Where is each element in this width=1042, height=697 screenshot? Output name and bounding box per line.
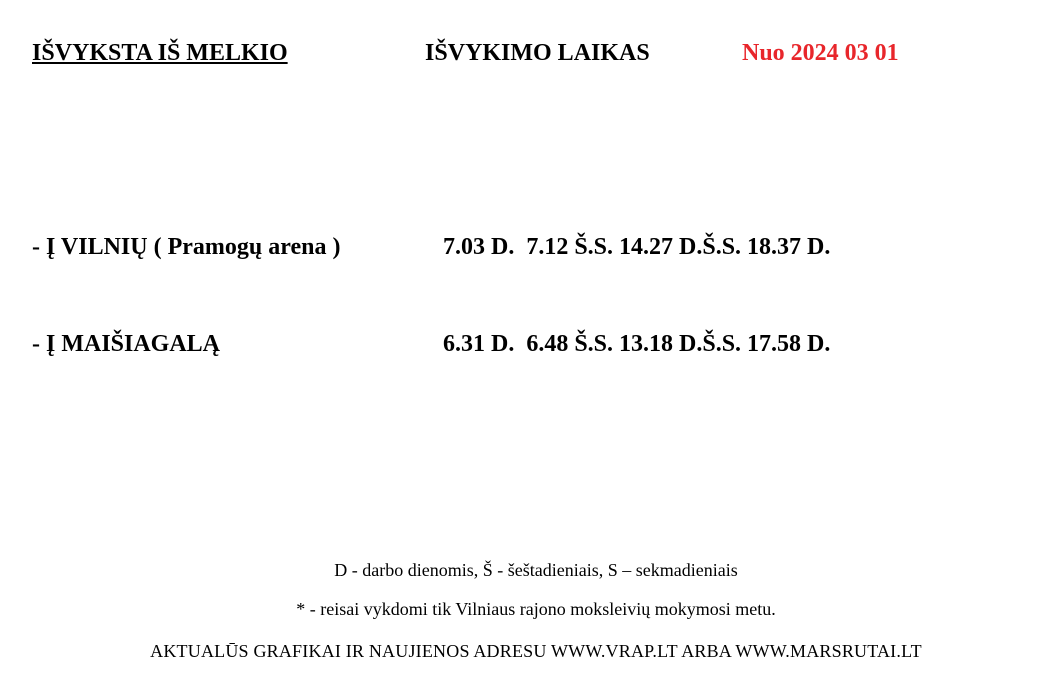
route-name-maisiagala: - Į MAIŠIAGALĄ	[32, 331, 221, 357]
departure-time-heading: IŠVYKIMO LAIKAS	[425, 40, 650, 66]
footnote-text: * - reisai vykdomi tik Vilniaus rajono moksleivių mokymosi metu.	[296, 599, 776, 619]
route-name-vilnius: - Į VILNIŲ ( Pramogų arena )	[32, 234, 341, 260]
route-times-maisiagala: 6.31 D. 6.48 Š.S. 13.18 D.Š.S. 17.58 D.	[443, 331, 831, 357]
website-links-text: AKTUALŪS GRAFIKAI IR NAUJIENOS ADRESU WWW.VRAP.LT ARBA WWW.MARSRUTAI.LT	[150, 641, 922, 661]
page-title: IŠVYKSTA IŠ MELKIO	[32, 40, 288, 66]
legend-text: D - darbo dienomis, Š - šeštadieniais, S – sekmadieniais	[334, 560, 738, 580]
valid-from-date: Nuo 2024 03 01	[742, 40, 899, 66]
route-times-vilnius: 7.03 D. 7.12 Š.S. 14.27 D.Š.S. 18.37 D.	[443, 234, 831, 260]
